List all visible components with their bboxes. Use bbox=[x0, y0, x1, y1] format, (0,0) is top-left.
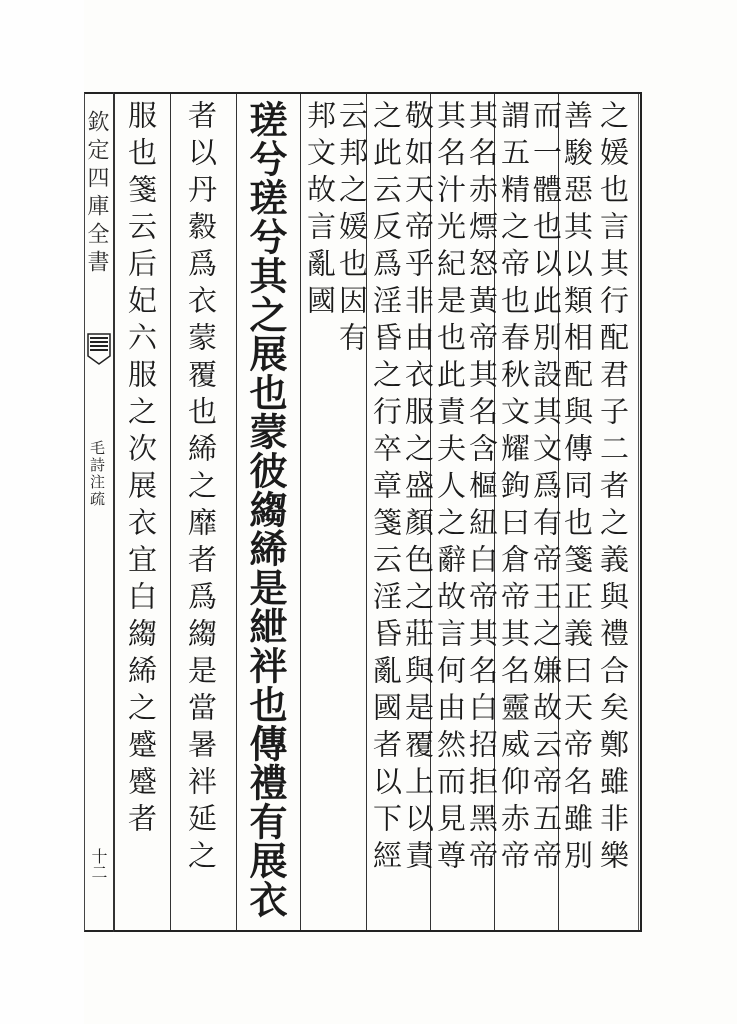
text-column: 敬如天帝乎非由衣服之盛顏色之莊與是覆上以責 bbox=[401, 100, 435, 877]
text-column: 其名汁光紀是也此責夫人之辭故言何由然而見尊 bbox=[433, 100, 467, 877]
book-name: 毛詩注疏 bbox=[88, 440, 106, 508]
column-rule bbox=[236, 94, 237, 930]
page-margin bbox=[0, 0, 84, 1024]
text-column: 云邦之媛也因有 bbox=[335, 100, 369, 359]
frame-inner-rule bbox=[638, 94, 643, 930]
fishtail-ornament-icon bbox=[86, 332, 112, 366]
text-column: 善駿惡其以類相配與傳同也箋正義曰天帝名雖別 bbox=[560, 100, 594, 877]
banxin-title: 欽定四庫全書 bbox=[84, 110, 109, 278]
text-column: 邦文故言亂國 bbox=[303, 100, 337, 322]
text-column: 其名赤熛怒黃帝其名含樞紐白帝其名白招拒黑帝 bbox=[465, 100, 499, 877]
text-column: 之媛也言其行配君子二者之義與禮合矣鄭雖非樂 bbox=[596, 100, 630, 877]
column-rule bbox=[170, 94, 171, 930]
main-text-column: 瑳兮瑳兮其之展也蒙彼縐絺是紲袢也傳禮有展衣 bbox=[243, 100, 288, 919]
text-column: 服也箋云后妃六服之次展衣宜白縐絺之蹙蹙者 bbox=[124, 100, 158, 840]
column-rule bbox=[114, 94, 115, 930]
leaf-number: 十二 bbox=[89, 848, 108, 880]
text-column: 之此云反爲淫昏之行卒章箋云淫昏亂國者以下經 bbox=[369, 100, 403, 877]
column-rule bbox=[300, 94, 301, 930]
text-column: 謂五精之帝也春秋文耀鉤曰倉帝其名靈威仰赤帝 bbox=[497, 100, 531, 877]
text-column: 者以丹縠爲衣蒙覆也絺之靡者爲縐是當暑袢延之 bbox=[184, 100, 218, 877]
text-column: 而一體也以此別設其文爲有帝王之嫌故云帝五帝 bbox=[529, 100, 563, 877]
